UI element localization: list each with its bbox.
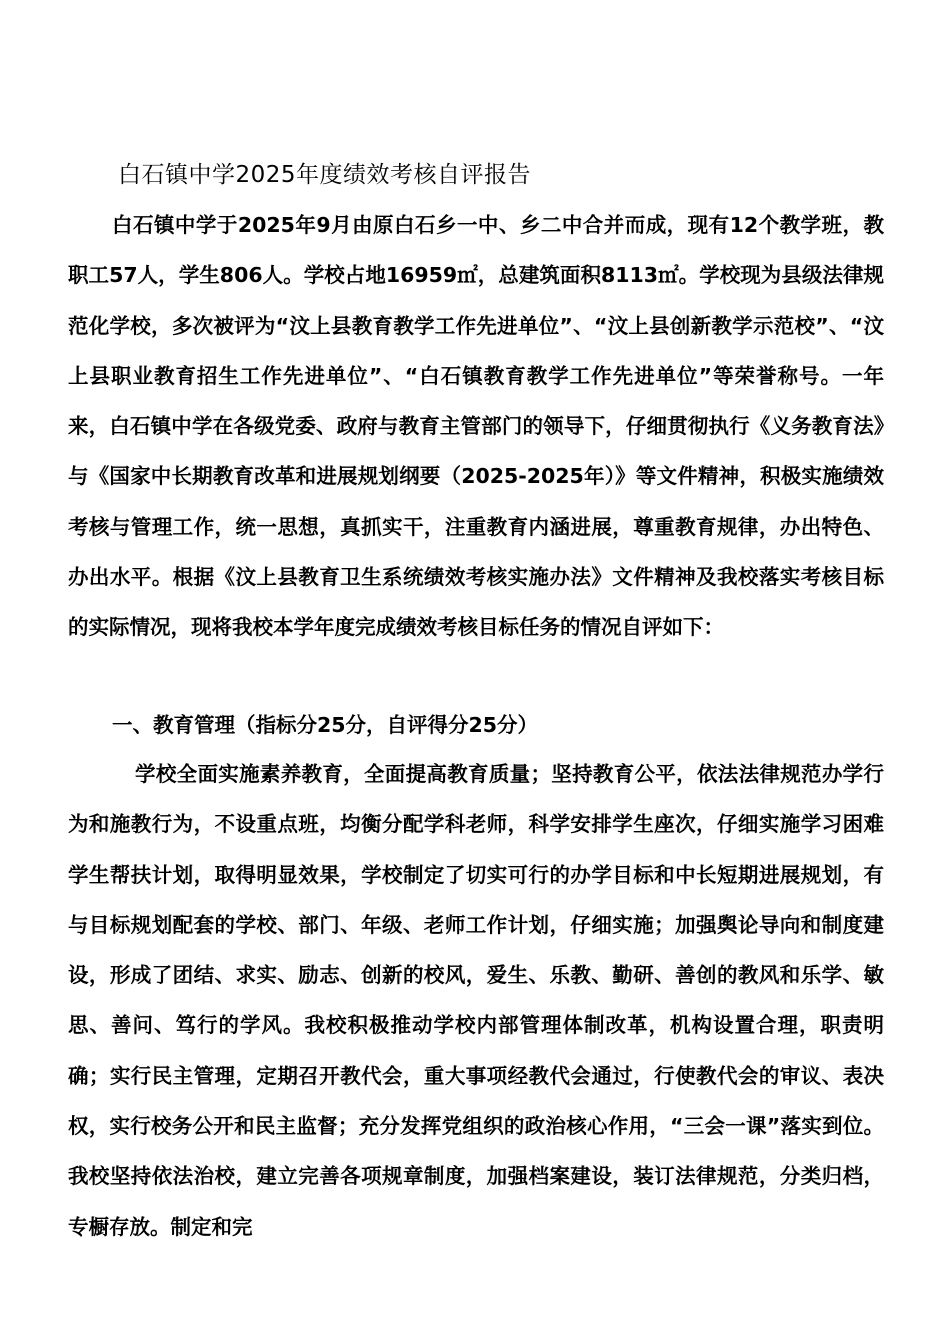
section-paragraph-education-management: 学校全面实施素养教育，全面提高教育质量；坚持教育公平，依法法律规范办学行为和施教行为，不设重点班，均衡分配学科老师，科学安排学生座次，仔细实施学习困难学生帮扶计划，取得明显效果，学校制定了切实可行的办学目标和中长短期进展规划，有与目标规划配套的学校、部门、年级、老师工作计划，仔细实施；加强舆论导向和制度建设，形成了团结、求实、励志、创新的校风，爱生、乐教、勤研、善创的教风和乐学、敏思、善问、笃行的学风。我校积极推动学校内部管理体制改革，机构设置合理，职责明确；实行民主管理，定期召开教代会，重大事项经教代会通过，行使教代会的审议、表决权，实行校务公开和民主监督；充分发挥党组织的政治核心作用，“三会一课”落实到位。我校坚持依法治校，建立完善各项规章制度，加强档案建设，装订法律规范，分类归档，专橱存放。制定和完 [68, 762, 884, 1239]
section-heading-education-management: 一、教育管理（指标分25分，自评得分25分） [112, 713, 539, 737]
intro-paragraph: 白石镇中学于2025年9月由原白石乡一中、乡二中合并而成，现有12个教学班，教职工57人，学生806人。学校占地16959㎡，总建筑面积8113㎡。学校现为县级法律规范化学校，多次被评为“汶上县教育教学工作先进单位”、“汶上县创新教学示范校”、“汶上县职业教育招生工作先进单位”、“白石镇教育教学工作先进单位”等荣誉称号。一年来，白石镇中学在各级党委、政府与教育主管部门的领导下，仔细贯彻执行《义务教育法》与《国家中长期教育改革和进展规划纲要（2025-2025年）》等文件精神，积极实施绩效考核与管理工作，统一思想，真抓实干，注重教育内涵进展，尊重教育规律，办出特色、办出水平。根据《汶上县教育卫生系统绩效考核实施办法》文件精神及我校落实考核目标的实际情况，现将我校本学年度完成绩效考核目标任务的情况自评如下： [68, 213, 884, 640]
document-title: 白石镇中学2025年度绩效考核自评报告 [118, 162, 532, 188]
